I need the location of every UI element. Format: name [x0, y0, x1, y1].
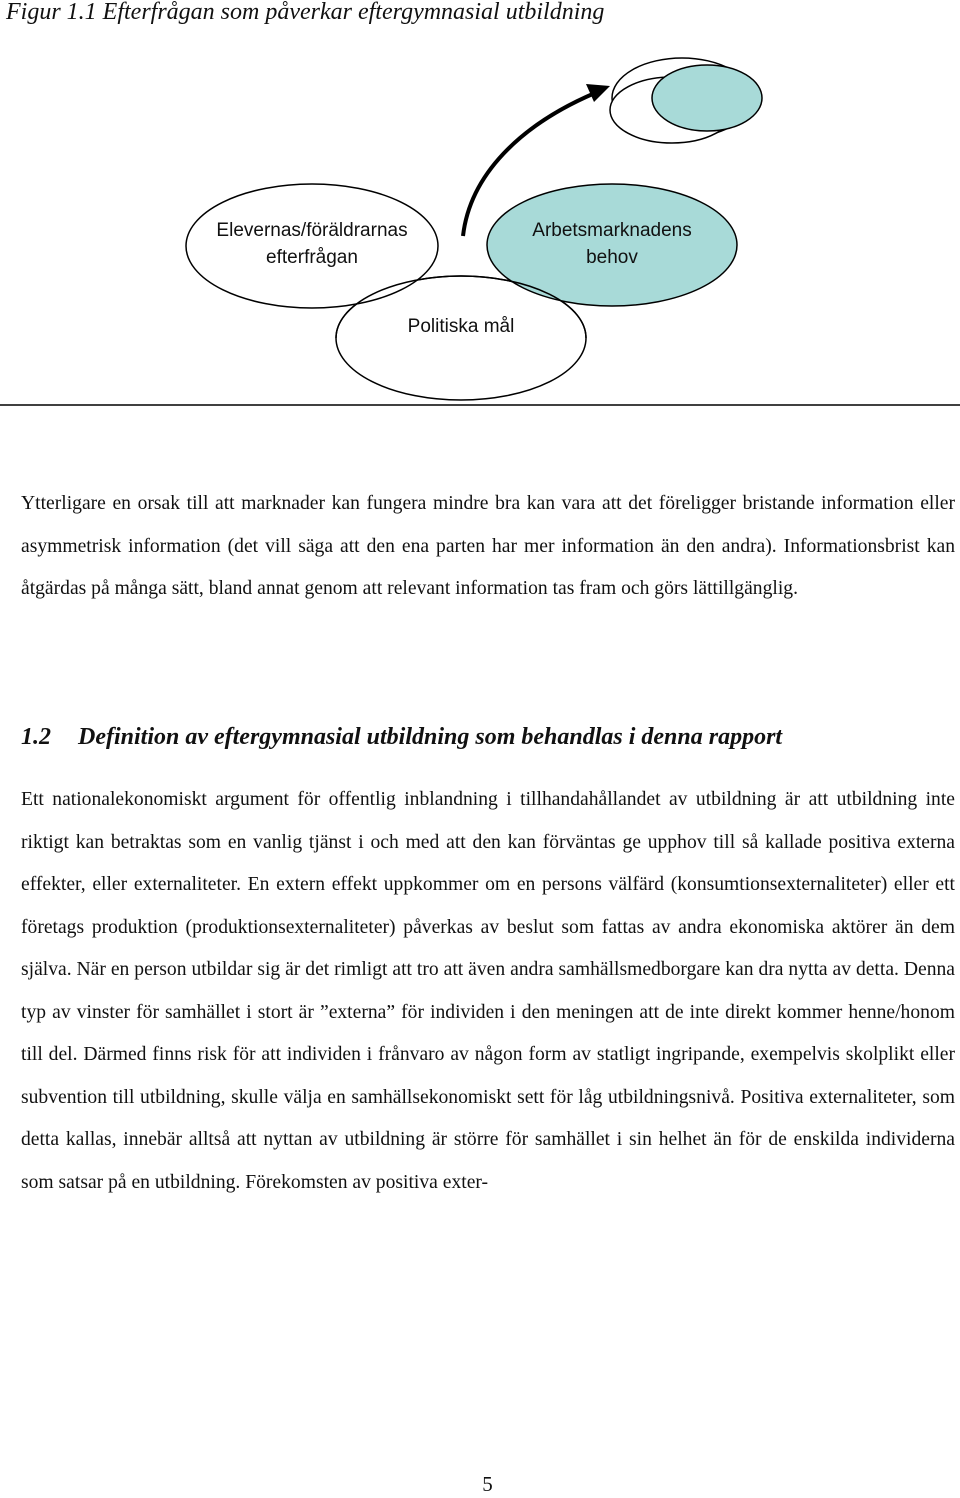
- section-title: Definition av eftergymnasial utbildning som behandlas i denna rapport: [78, 724, 783, 750]
- figure-caption: Figur 1.1 Efterfrågan som påverkar eftergymnasial utbildning: [6, 0, 605, 25]
- label-policy: Politiska mål: [407, 316, 515, 337]
- arrow-head-icon: [586, 84, 610, 102]
- section-number: 1.2: [21, 724, 51, 750]
- small-circle-front: [652, 65, 762, 131]
- label-demand-line1: Elevernas/föräldrarnas: [216, 220, 408, 241]
- circle-demand: [186, 184, 438, 308]
- section-heading: [21, 724, 782, 751]
- figure-diagram: [0, 0, 960, 420]
- paragraph-externalities: Ett nationalekonomiskt argument för offentlig inblandning i tillhandahållandet av utbildning är att utbildning inte riktigt kan betraktas som en vanlig tjänst i och med att den kan förväntas ge upphov till så kallade positiva externa effekter, eller externaliteter. En extern effekt uppkommer om en persons välfärd (konsumtionsexternaliteter) eller ett företags produktion (produktionsexternaliteter) påverkas av beslut som fattas av andra ekonomiska aktörer än dem själva. När en person utbildar sig är det rimligt att tro att även andra samhällsmedborgare kan dra nytta av detta. Denna typ av vinster för samhället i stort är ”externa” för individen i den meningen att de inte direkt kommer henne/honom till del. Därmed finns risk för att individen i frånvaro av någon form av statligt ingripande, exempelvis skolplikt eller subvention till utbildning, skulle välja en samhällsekonomiskt sett för låg utbildningsnivå. Positiva externaliteter, som detta kallas, innebär alltså att nyttan av utbildning är större för samhället i sin helhet än för de enskilda individerna som satsar på en utbildning. Förekomsten av positiva exter-: [21, 789, 955, 1193]
- page-number: 5: [482, 1472, 493, 1496]
- paragraph-information: Ytterligare en orsak till att marknader kan fungera mindre bra kan vara att det föreligger bristande information eller asymmetrisk information (det vill säga att den ena parten har mer information än den andra). Informationsbrist kan åtgärdas på många sätt, bland annat genom att relevant information tas fram och görs lättillgänglig.: [21, 493, 955, 599]
- label-labour-line1: Arbetsmarknadens: [532, 220, 692, 241]
- label-labour-line2: behov: [586, 247, 638, 268]
- circle-labour-needs: [487, 184, 737, 306]
- label-demand-line2: efterfrågan: [266, 247, 358, 268]
